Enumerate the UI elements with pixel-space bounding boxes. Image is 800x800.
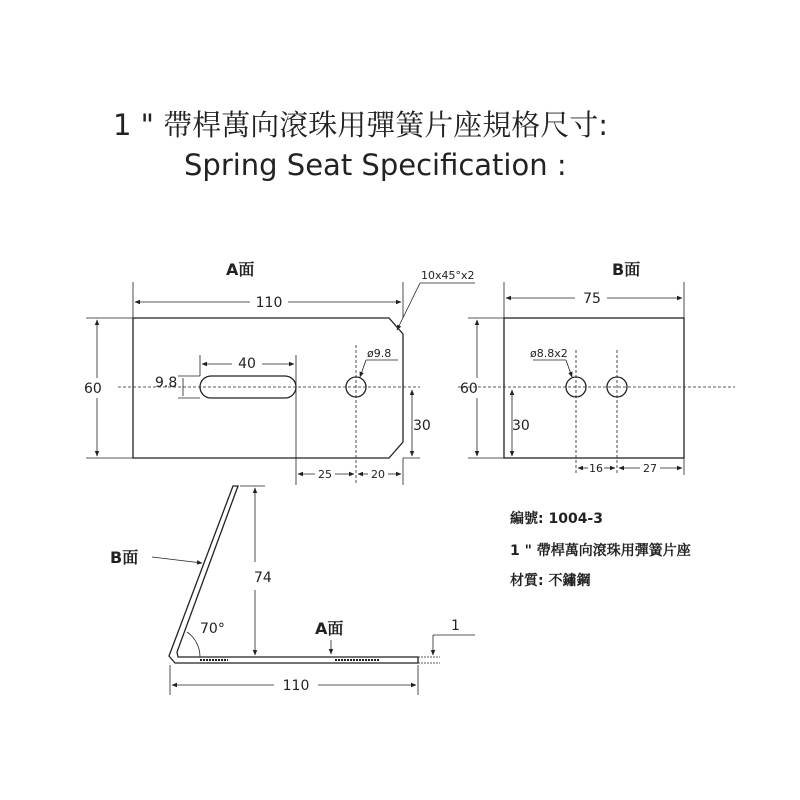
- dim-angle: 70°: [200, 621, 225, 637]
- dim-20: 20: [371, 468, 385, 481]
- dim-holes-b: ø8.8x2: [530, 347, 568, 360]
- view-b-dims: [458, 282, 735, 475]
- view-b: [504, 318, 684, 458]
- dim-a-hole-height: 30: [413, 418, 431, 434]
- side-view-labels: [110, 548, 460, 694]
- dim-b-width: 75: [583, 291, 601, 307]
- dim-slot-width: 9.8: [155, 375, 178, 391]
- view-a-labels: [84, 260, 475, 481]
- dim-hole-a: ø9.8: [367, 347, 392, 360]
- dim-a-width: 110: [255, 295, 283, 311]
- dim-a-height: 60: [84, 381, 102, 397]
- dim-height-74: 74: [254, 570, 272, 586]
- dim-length-110: 110: [282, 678, 310, 694]
- view-b-labels: [460, 260, 657, 475]
- view-a-dims: [86, 282, 475, 485]
- part-number: 編號: 1004-3: [510, 511, 603, 527]
- dim-thickness: 1: [451, 618, 460, 634]
- view-a-face-label: A面: [226, 260, 255, 279]
- plate-b-outline: [504, 318, 684, 458]
- title-english: Spring Seat Specification :: [184, 148, 567, 182]
- dim-chamfer: 10x45°x2: [421, 269, 475, 282]
- dim-b-hole-height: 30: [512, 418, 530, 434]
- dim-slot-length: 40: [238, 356, 256, 372]
- dim-25: 25: [318, 468, 332, 481]
- material: 材質: 不鏽鋼: [510, 573, 591, 589]
- side-a-face-label: A面: [315, 619, 344, 638]
- part-name: 1 " 帶桿萬向滾珠用彈簧片座: [510, 543, 691, 559]
- dim-b-height: 60: [460, 381, 478, 397]
- dim-16: 16: [589, 462, 603, 475]
- dim-27: 27: [643, 462, 657, 475]
- view-b-face-label: B面: [612, 260, 641, 279]
- title-chinese: 1 " 帶桿萬向滾珠用彈簧片座規格尺寸:: [113, 108, 608, 142]
- side-b-face-label: B面: [110, 548, 139, 567]
